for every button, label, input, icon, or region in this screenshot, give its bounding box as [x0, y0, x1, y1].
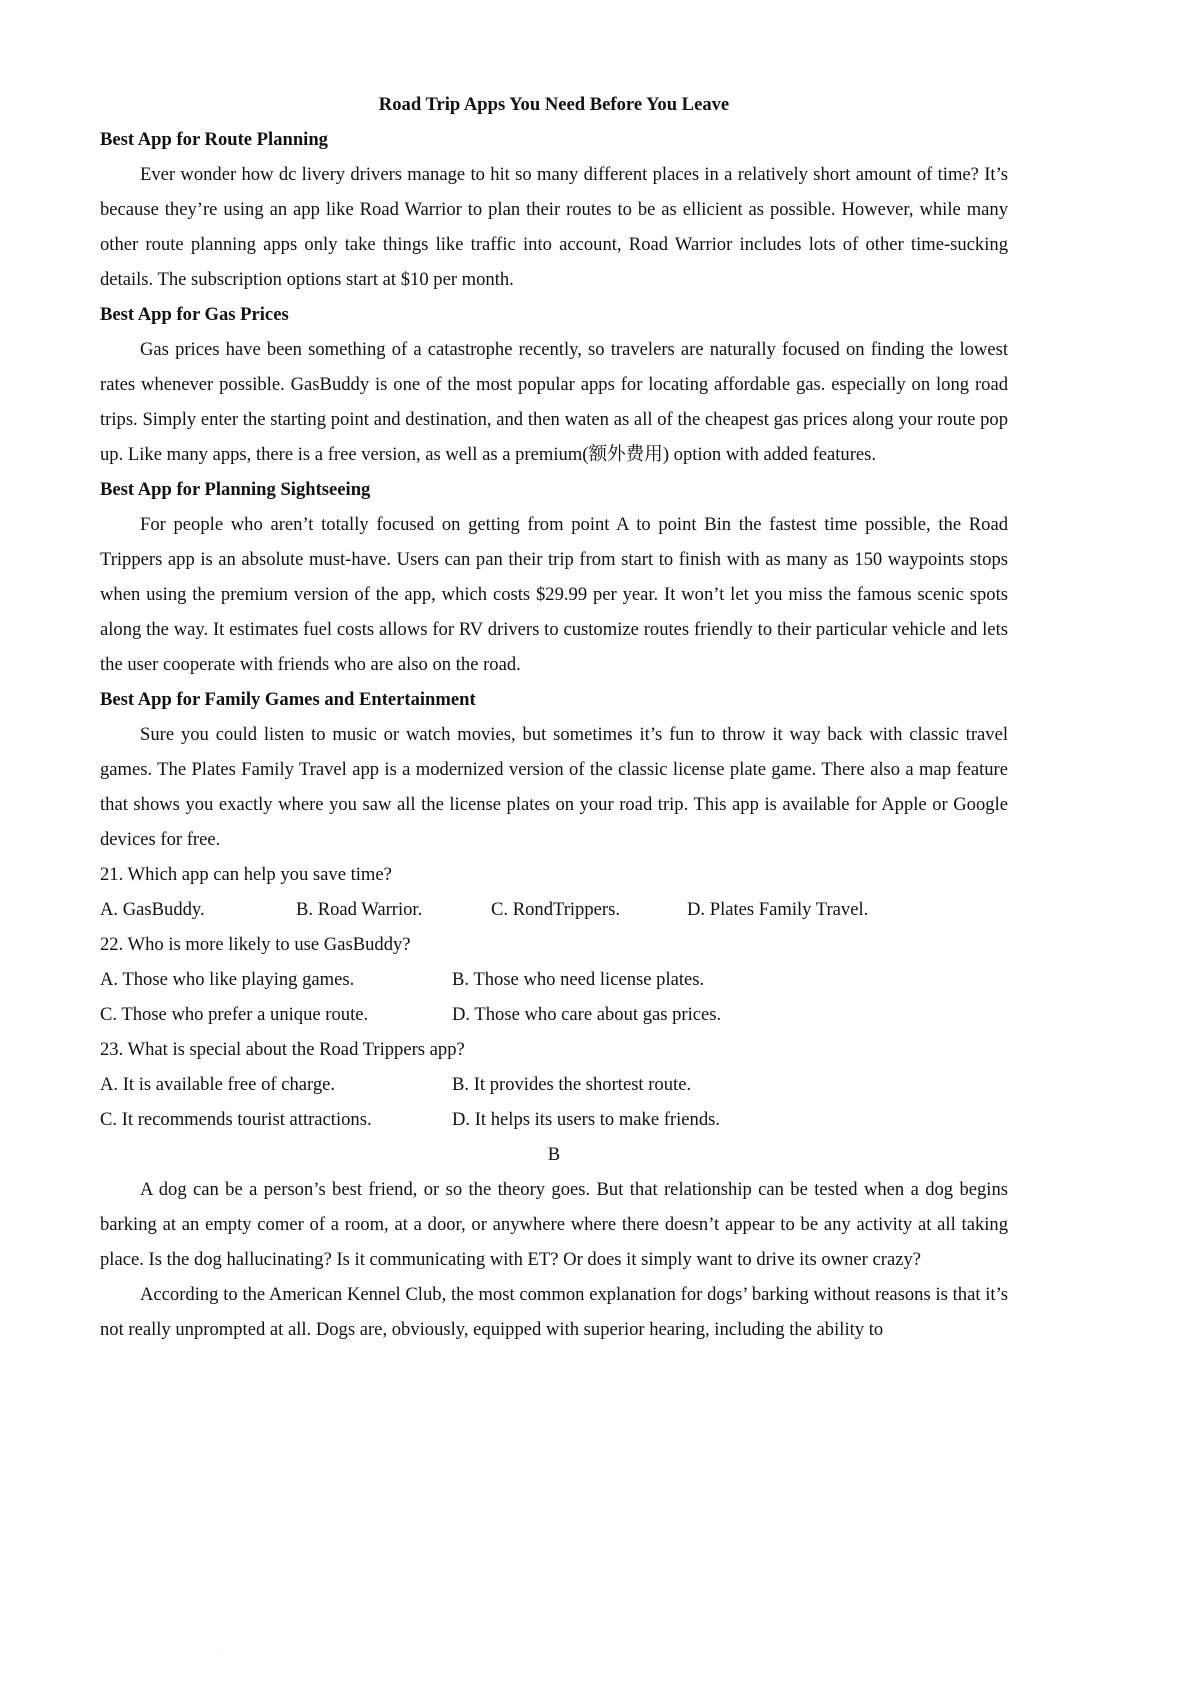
option-b: B. Those who need license plates.	[452, 969, 705, 990]
passage-b-paragraph: According to the American Kennel Club, the most common explanation for dogs’ barking without reasons is that it’s not really unprompted at all. Dogs are, obviously, equipped with superior hearing, including the ability to	[100, 1284, 1008, 1340]
section-paragraph: Gas prices have been something of a catastrophe recently, so travelers are naturally focused on finding the lowest rates whenever possible. GasBuddy is one of the most popular apps for locating affordable gas. especially on long road trips. Simply enter the starting point and destination, and then waten as all of the cheapest gas prices along your route pop up. Like many apps, there is a free version, as well as a premium(额外费用) option with added features.	[100, 339, 1008, 465]
question-stem: 21. Which app can help you save time?	[100, 864, 392, 885]
article-section-sightseeing	[100, 472, 1008, 682]
options-row	[100, 1067, 1008, 1102]
document-title: Road Trip Apps You Need Before You Leave	[378, 94, 730, 115]
option-b: B. It provides the shortest route.	[452, 1074, 692, 1095]
option-b: B. Road Warrior.	[296, 899, 423, 920]
option-a: A. Those who like playing games.	[100, 969, 355, 990]
option-d: D. Those who care about gas prices.	[452, 1004, 722, 1025]
options-row	[100, 997, 1008, 1032]
article-section-gas-prices	[100, 297, 1008, 472]
section-heading: Best App for Family Games and Entertainment	[100, 689, 476, 710]
option-a: A. GasBuddy.	[100, 899, 205, 920]
section-heading: Best App for Planning Sightseeing	[100, 479, 371, 500]
option-c: C. Those who prefer a unique route.	[100, 1004, 369, 1025]
option-d: D. It helps its users to make friends.	[452, 1109, 721, 1130]
option-c: C. RondTrippers.	[491, 899, 620, 920]
option-d: D. Plates Family Travel.	[687, 899, 869, 920]
scan-artifact	[218, 1652, 219, 1653]
article-section-route-planning	[100, 122, 1008, 297]
section-heading: Best App for Route Planning	[100, 129, 328, 150]
question-stem: 22. Who is more likely to use GasBuddy?	[100, 934, 411, 955]
section-heading: Best App for Gas Prices	[100, 304, 289, 325]
options-row	[100, 962, 1008, 997]
options-row	[100, 1102, 1008, 1137]
question-21	[100, 857, 1008, 927]
option-c: C. It recommends tourist attractions.	[100, 1109, 372, 1130]
section-paragraph: Sure you could listen to music or watch movies, but sometimes it’s fun to throw it way back with classic travel games. The Plates Family Travel app is a modernized version of the classic license plate game. There also a map feature that shows you exactly where you saw all the license plates on your road trip. This app is available for Apple or Google devices for free.	[100, 724, 1008, 850]
options-row	[100, 892, 1008, 927]
section-paragraph: Ever wonder how dc livery drivers manage to hit so many different places in a relatively short amount of time? It’s because they’re using an app like Road Warrior to plan their routes to be as ellicient as possible. However, while many other route planning apps only take things like traffic into account, Road Warrior includes lots of other time-sucking details. The subscription options start at $10 per month.	[100, 164, 1008, 290]
question-22	[100, 927, 1008, 1032]
question-stem: 23. What is special about the Road Trippers app?	[100, 1039, 465, 1060]
option-a: A. It is available free of charge.	[100, 1074, 336, 1095]
question-23	[100, 1032, 1008, 1137]
article-section-family-games	[100, 682, 1008, 857]
section-paragraph: For people who aren’t totally focused on getting from point A to point Bin the fastest time possible, the Road Trippers app is an absolute must-have. Users can pan their trip from start to finish with as many as 150 waypoints stops when using the premium version of the app, which costs $29.99 per year. It won’t let you miss the famous scenic spots along the way. It estimates fuel costs allows for RV drivers to customize routes friendly to their particular vehicle and lets the user cooperate with friends who are also on the road.	[100, 514, 1008, 675]
document-page	[100, 87, 1008, 1347]
passage-b-paragraph: A dog can be a person’s best friend, or so the theory goes. But that relationship can be tested when a dog begins barking at an empty comer of a room, at a door, or anywhere where there doesn’t appear to be any activity at all taking place. Is the dog hallucinating? Is it communicating with ET? Or does it simply want to drive its owner crazy?	[100, 1179, 1008, 1270]
section-b-label: B	[547, 1144, 561, 1165]
